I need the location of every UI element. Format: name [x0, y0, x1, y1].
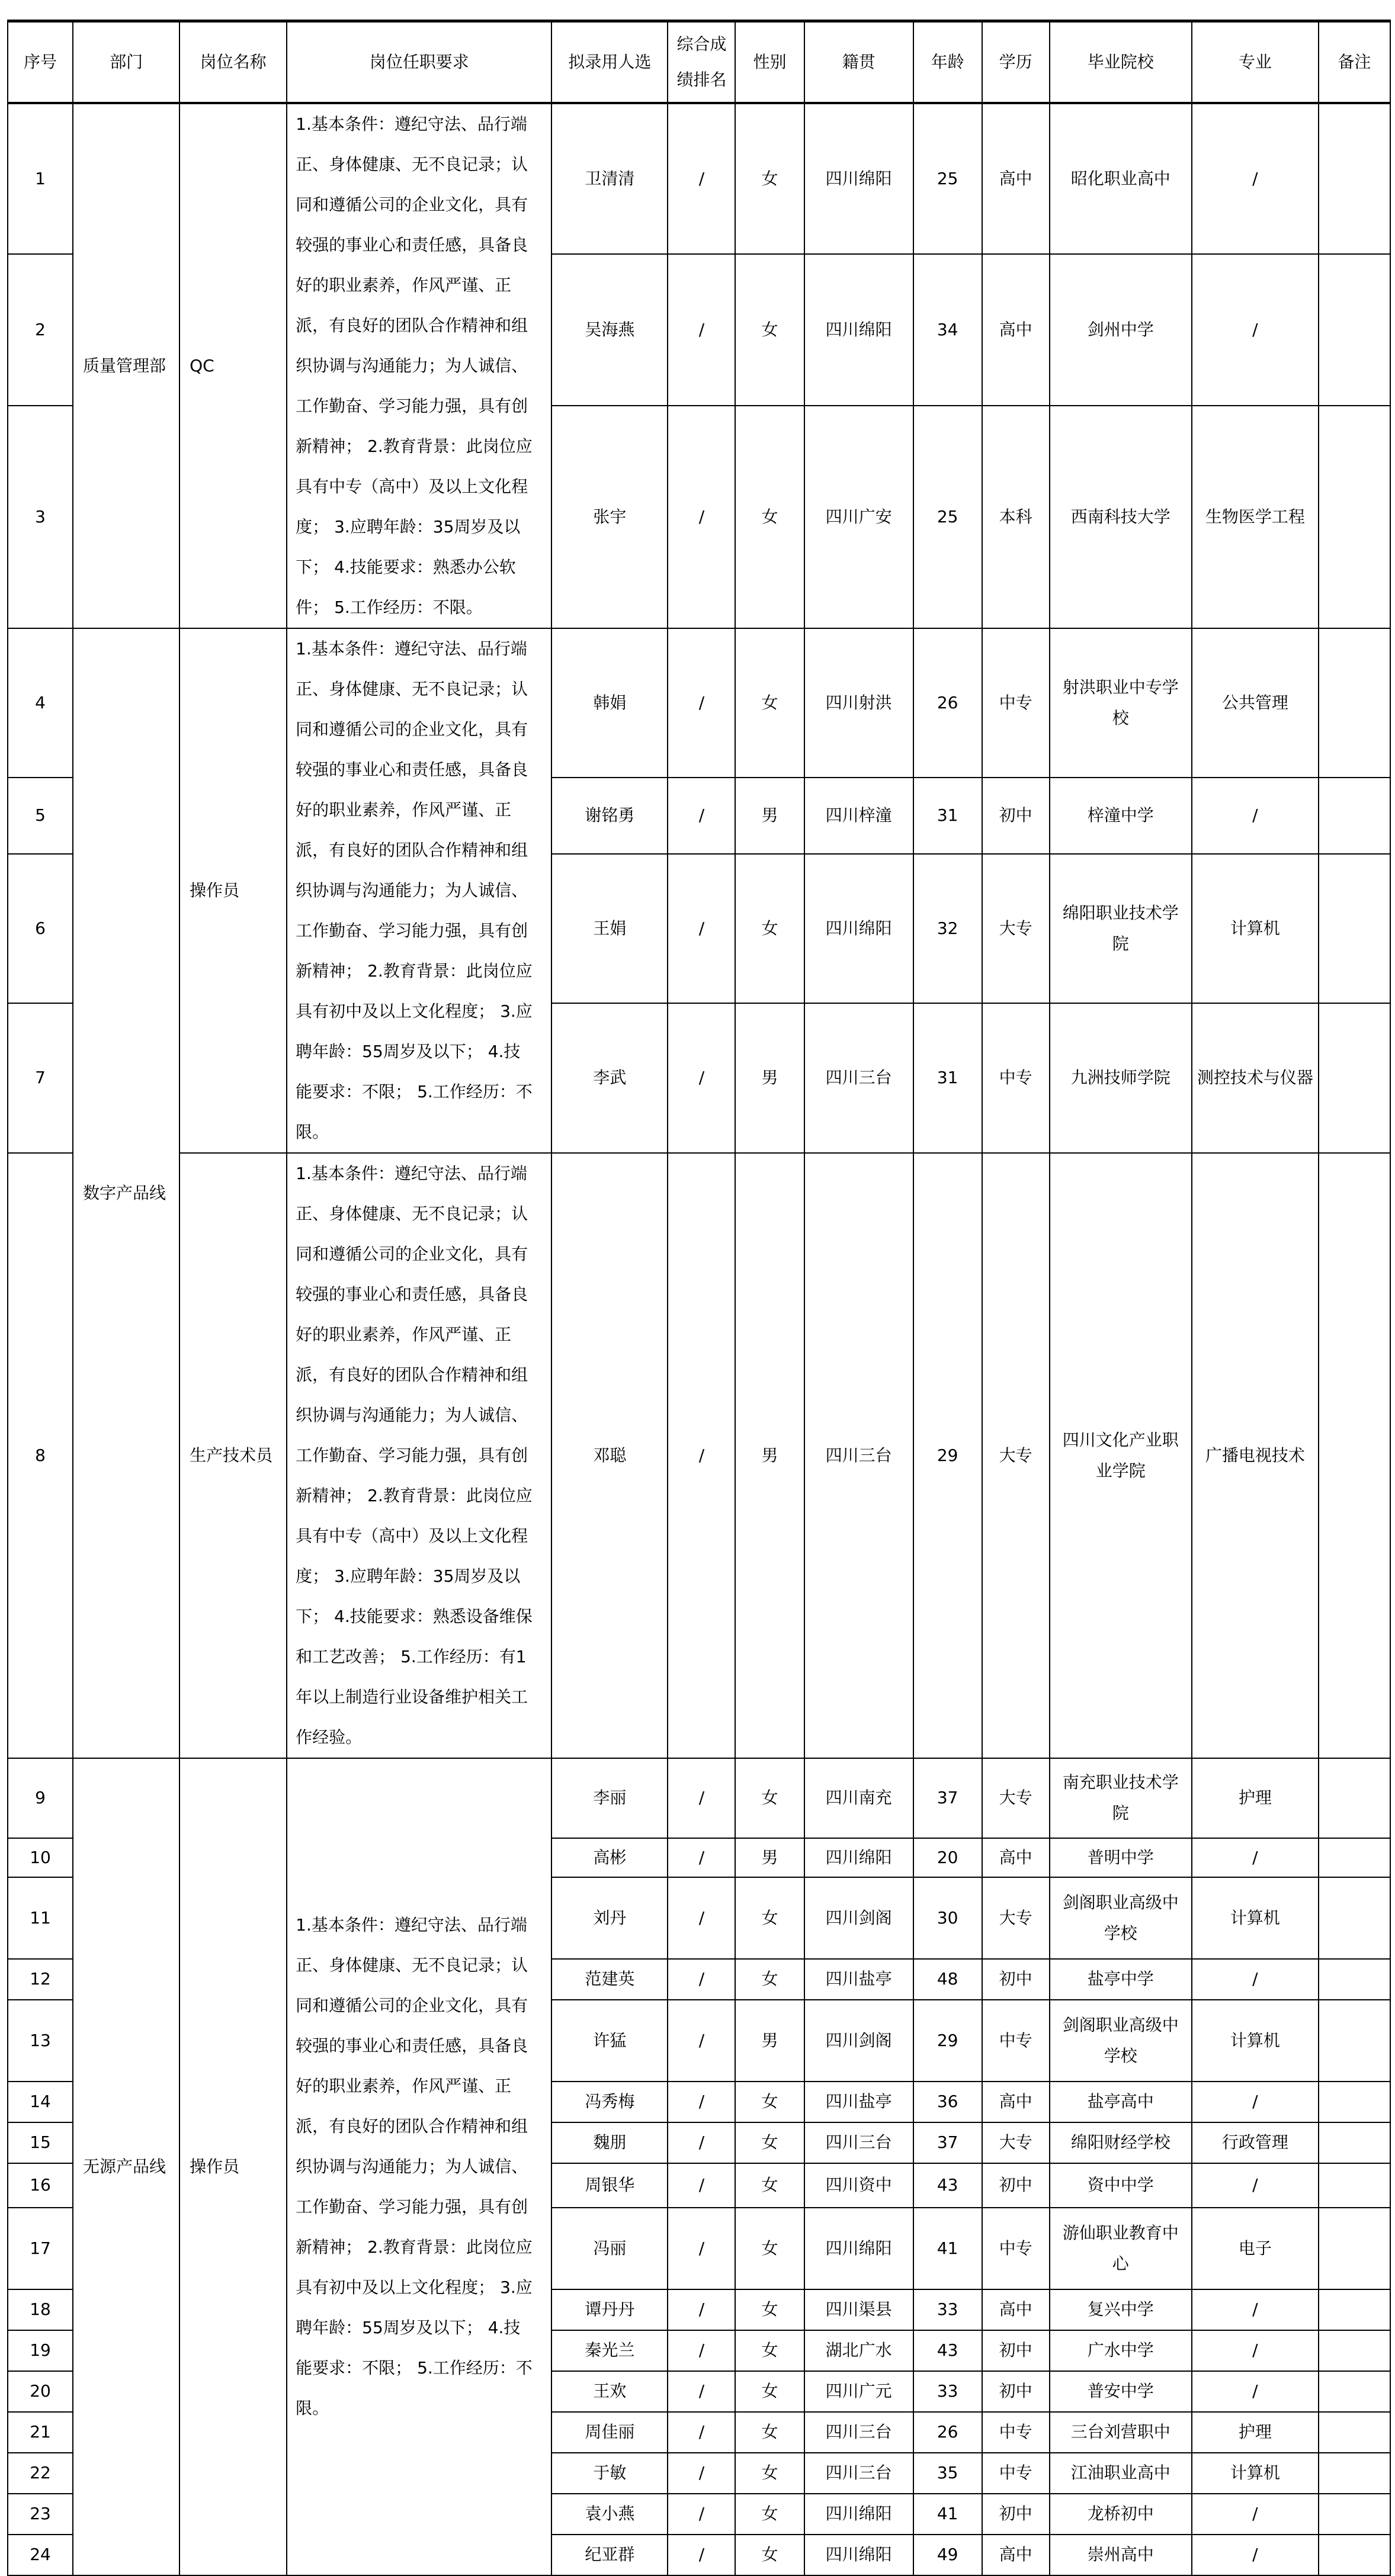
- cell-school: 游仙职业教育中心: [1050, 2208, 1192, 2289]
- cell-name: 王欢: [551, 2371, 668, 2412]
- cell-origin: 四川广元: [804, 2371, 913, 2412]
- cell-origin: 四川三台: [804, 2412, 913, 2453]
- cell-origin: 四川绵阳: [804, 103, 913, 255]
- cell-name: 周银华: [551, 2163, 668, 2208]
- cell-gender: 女: [735, 406, 804, 628]
- cell-major: /: [1192, 1838, 1319, 1877]
- cell-no: 6: [8, 854, 73, 1003]
- cell-school: 龙桥初中: [1050, 2494, 1192, 2535]
- cell-note: [1319, 1959, 1390, 2000]
- cell-name: 范建英: [551, 1959, 668, 2000]
- cell-name: 魏朋: [551, 2122, 668, 2163]
- cell-school: 南充职业技术学院: [1050, 1758, 1192, 1838]
- cell-rank: /: [668, 2535, 735, 2575]
- cell-age: 49: [913, 2535, 982, 2575]
- cell-rank: /: [668, 778, 735, 854]
- header-no: 序号: [8, 21, 73, 103]
- cell-age: 31: [913, 1003, 982, 1152]
- cell-major: /: [1192, 778, 1319, 854]
- header-origin: 籍贯: [804, 21, 913, 103]
- cell-rank: /: [668, 1003, 735, 1152]
- header-rank: 综合成绩排名: [668, 21, 735, 103]
- cell-origin: 四川剑阁: [804, 2000, 913, 2082]
- cell-origin: 四川三台: [804, 1153, 913, 1758]
- cell-major: 公共管理: [1192, 628, 1319, 778]
- cell-age: 35: [913, 2453, 982, 2494]
- cell-no: 11: [8, 1877, 73, 1959]
- cell-rank: /: [668, 2330, 735, 2371]
- cell-school: 剑阁职业高级中学校: [1050, 2000, 1192, 2082]
- cell-origin: 四川资中: [804, 2163, 913, 2208]
- cell-no: 14: [8, 2082, 73, 2122]
- cell-gender: 女: [735, 1959, 804, 2000]
- cell-age: 26: [913, 628, 982, 778]
- cell-origin: 四川绵阳: [804, 854, 913, 1003]
- cell-edu: 中专: [982, 628, 1050, 778]
- header-note: 备注: [1319, 21, 1390, 103]
- cell-major: /: [1192, 254, 1319, 406]
- cell-major: 电子: [1192, 2208, 1319, 2289]
- cell-edu: 中专: [982, 2453, 1050, 2494]
- cell-no: 5: [8, 778, 73, 854]
- table-row: [8, 1153, 1390, 1758]
- cell-origin: 四川绵阳: [804, 2494, 913, 2535]
- cell-gender: 男: [735, 1838, 804, 1877]
- cell-name: 邓聪: [551, 1153, 668, 1758]
- cell-note: [1319, 1877, 1390, 1959]
- cell-no: 19: [8, 2330, 73, 2371]
- cell-note: [1319, 778, 1390, 854]
- cell-origin: 四川绵阳: [804, 2208, 913, 2289]
- cell-gender: 男: [735, 778, 804, 854]
- cell-school: 九洲技师学院: [1050, 1003, 1192, 1152]
- cell-name: 袁小燕: [551, 2494, 668, 2535]
- cell-origin: 四川三台: [804, 2453, 913, 2494]
- cell-no: 20: [8, 2371, 73, 2412]
- cell-name: 刘丹: [551, 1877, 668, 1959]
- cell-no: 23: [8, 2494, 73, 2535]
- cell-school: 普安中学: [1050, 2371, 1192, 2412]
- header-candidate: 拟录用人选: [551, 21, 668, 103]
- cell-major: 护理: [1192, 2412, 1319, 2453]
- cell-note: [1319, 1838, 1390, 1877]
- cell-note: [1319, 2122, 1390, 2163]
- cell-school: 射洪职业中专学校: [1050, 628, 1192, 778]
- cell-school: 剑州中学: [1050, 254, 1192, 406]
- cell-edu: 初中: [982, 1959, 1050, 2000]
- cell-origin: 四川绵阳: [804, 2535, 913, 2575]
- cell-age: 33: [913, 2371, 982, 2412]
- cell-age: 41: [913, 2494, 982, 2535]
- cell-age: 41: [913, 2208, 982, 2289]
- cell-rank: /: [668, 2494, 735, 2535]
- table-row: [8, 1758, 1390, 1838]
- cell-no: 22: [8, 2453, 73, 2494]
- cell-major: 生物医学工程: [1192, 406, 1319, 628]
- cell-gender: 女: [735, 2494, 804, 2535]
- cell-rank: /: [668, 2371, 735, 2412]
- cell-edu: 初中: [982, 778, 1050, 854]
- cell-note: [1319, 1153, 1390, 1758]
- cell-school: 资中中学: [1050, 2163, 1192, 2208]
- cell-name: 李武: [551, 1003, 668, 1152]
- cell-gender: 女: [735, 2289, 804, 2330]
- cell-gender: 女: [735, 854, 804, 1003]
- cell-rank: /: [668, 854, 735, 1003]
- cell-origin: 四川广安: [804, 406, 913, 628]
- cell-school: 三台刘营职中: [1050, 2412, 1192, 2453]
- cell-edu: 大专: [982, 1877, 1050, 1959]
- cell-origin: 四川三台: [804, 2122, 913, 2163]
- cell-edu: 高中: [982, 2535, 1050, 2575]
- cell-no: 1: [8, 103, 73, 255]
- cell-major: 广播电视技术: [1192, 1153, 1319, 1758]
- cell-gender: 男: [735, 1153, 804, 1758]
- cell-major: /: [1192, 1959, 1319, 2000]
- cell-rank: /: [668, 1959, 735, 2000]
- cell-note: [1319, 854, 1390, 1003]
- cell-age: 30: [913, 1877, 982, 1959]
- cell-department: 数字产品线: [73, 628, 179, 1758]
- cell-major: /: [1192, 2535, 1319, 2575]
- cell-note: [1319, 2371, 1390, 2412]
- cell-age: 37: [913, 1758, 982, 1838]
- cell-age: 29: [913, 2000, 982, 2082]
- cell-gender: 女: [735, 1877, 804, 1959]
- table-body: [8, 103, 1390, 2575]
- cell-edu: 大专: [982, 854, 1050, 1003]
- cell-origin: 四川南充: [804, 1758, 913, 1838]
- cell-rank: /: [668, 1153, 735, 1758]
- cell-rank: /: [668, 628, 735, 778]
- cell-gender: 女: [735, 2208, 804, 2289]
- cell-gender: 女: [735, 254, 804, 406]
- cell-no: 21: [8, 2412, 73, 2453]
- cell-major: 计算机: [1192, 2000, 1319, 2082]
- table-row: [8, 628, 1390, 778]
- cell-no: 24: [8, 2535, 73, 2575]
- cell-origin: 四川射洪: [804, 628, 913, 778]
- cell-note: [1319, 2494, 1390, 2535]
- cell-note: [1319, 254, 1390, 406]
- cell-name: 高彬: [551, 1838, 668, 1877]
- cell-school: 四川文化产业职业学院: [1050, 1153, 1192, 1758]
- cell-school: 广水中学: [1050, 2330, 1192, 2371]
- cell-rank: /: [668, 254, 735, 406]
- header-major: 专业: [1192, 21, 1319, 103]
- cell-gender: 女: [735, 2330, 804, 2371]
- cell-school: 绵阳职业技术学院: [1050, 854, 1192, 1003]
- cell-school: 绵阳财经学校: [1050, 2122, 1192, 2163]
- cell-note: [1319, 2453, 1390, 2494]
- cell-origin: 四川盐亭: [804, 1959, 913, 2000]
- cell-edu: 高中: [982, 254, 1050, 406]
- cell-major: /: [1192, 103, 1319, 255]
- cell-age: 48: [913, 1959, 982, 2000]
- cell-name: 许猛: [551, 2000, 668, 2082]
- cell-rank: /: [668, 406, 735, 628]
- table-row: [8, 103, 1390, 255]
- cell-requirements: 1.基本条件：遵纪守法、品行端正、身体健康、无不良记录；认同和遵循公司的企业文化，具有较强的事业心和责任感，具备良好的职业素养，作风严谨、正派，有良好的团队合作精神和组织协调与沟通能力；为人诚信、工作勤奋、学习能力强，具有创新精神； 2.教育背景：此岗位应具有初中及以上文化程度； 3.应聘年龄：55周岁及以下； 4.技能要求：不限； 5.工作经历：不限。: [287, 1758, 551, 2575]
- cell-age: 29: [913, 1153, 982, 1758]
- cell-school: 昭化职业高中: [1050, 103, 1192, 255]
- cell-edu: 高中: [982, 103, 1050, 255]
- cell-gender: 女: [735, 2453, 804, 2494]
- cell-gender: 女: [735, 2412, 804, 2453]
- cell-rank: /: [668, 1877, 735, 1959]
- cell-school: 崇州高中: [1050, 2535, 1192, 2575]
- cell-note: [1319, 628, 1390, 778]
- cell-edu: 大专: [982, 1758, 1050, 1838]
- cell-name: 李丽: [551, 1758, 668, 1838]
- cell-position: 生产技术员: [179, 1153, 287, 1758]
- cell-age: 26: [913, 2412, 982, 2453]
- cell-major: /: [1192, 2289, 1319, 2330]
- cell-note: [1319, 1003, 1390, 1152]
- cell-gender: 女: [735, 2122, 804, 2163]
- cell-position: 操作员: [179, 1758, 287, 2575]
- cell-gender: 女: [735, 2371, 804, 2412]
- cell-department: 无源产品线: [73, 1758, 179, 2575]
- cell-no: 18: [8, 2289, 73, 2330]
- cell-edu: 初中: [982, 2494, 1050, 2535]
- cell-name: 张宇: [551, 406, 668, 628]
- cell-age: 31: [913, 778, 982, 854]
- cell-gender: 女: [735, 103, 804, 255]
- cell-note: [1319, 2412, 1390, 2453]
- cell-edu: 大专: [982, 2122, 1050, 2163]
- cell-rank: /: [668, 103, 735, 255]
- header-department: 部门: [73, 21, 179, 103]
- cell-name: 卫清清: [551, 103, 668, 255]
- cell-origin: 湖北广水: [804, 2330, 913, 2371]
- cell-edu: 本科: [982, 406, 1050, 628]
- cell-note: [1319, 103, 1390, 255]
- cell-school: 盐亭高中: [1050, 2082, 1192, 2122]
- cell-major: 护理: [1192, 1758, 1319, 1838]
- header-age: 年龄: [913, 21, 982, 103]
- cell-rank: /: [668, 2208, 735, 2289]
- cell-gender: 女: [735, 2163, 804, 2208]
- cell-edu: 初中: [982, 2371, 1050, 2412]
- cell-edu: 高中: [982, 2082, 1050, 2122]
- cell-no: 4: [8, 628, 73, 778]
- cell-origin: 四川三台: [804, 1003, 913, 1152]
- cell-name: 秦光兰: [551, 2330, 668, 2371]
- cell-major: /: [1192, 2082, 1319, 2122]
- recruitment-table: [7, 20, 1391, 2576]
- cell-age: 43: [913, 2163, 982, 2208]
- cell-major: /: [1192, 2163, 1319, 2208]
- cell-position: QC: [179, 103, 287, 628]
- cell-major: /: [1192, 2371, 1319, 2412]
- cell-origin: 四川梓潼: [804, 778, 913, 854]
- cell-major: /: [1192, 2330, 1319, 2371]
- cell-gender: 女: [735, 1758, 804, 1838]
- header-school: 毕业院校: [1050, 21, 1192, 103]
- cell-gender: 男: [735, 1003, 804, 1152]
- cell-no: 2: [8, 254, 73, 406]
- cell-note: [1319, 1758, 1390, 1838]
- cell-age: 34: [913, 254, 982, 406]
- cell-edu: 中专: [982, 2412, 1050, 2453]
- cell-name: 冯秀梅: [551, 2082, 668, 2122]
- cell-rank: /: [668, 1758, 735, 1838]
- cell-no: 8: [8, 1153, 73, 1758]
- header-gender: 性别: [735, 21, 804, 103]
- cell-note: [1319, 406, 1390, 628]
- cell-major: 计算机: [1192, 1877, 1319, 1959]
- cell-no: 10: [8, 1838, 73, 1877]
- cell-rank: /: [668, 2289, 735, 2330]
- cell-no: 15: [8, 2122, 73, 2163]
- cell-age: 37: [913, 2122, 982, 2163]
- cell-gender: 女: [735, 628, 804, 778]
- cell-name: 吴海燕: [551, 254, 668, 406]
- cell-note: [1319, 2163, 1390, 2208]
- cell-no: 7: [8, 1003, 73, 1152]
- cell-gender: 男: [735, 2000, 804, 2082]
- cell-name: 谭丹丹: [551, 2289, 668, 2330]
- cell-note: [1319, 2082, 1390, 2122]
- cell-rank: /: [668, 2453, 735, 2494]
- cell-edu: 初中: [982, 2330, 1050, 2371]
- header-education: 学历: [982, 21, 1050, 103]
- cell-rank: /: [668, 2412, 735, 2453]
- cell-name: 周佳丽: [551, 2412, 668, 2453]
- cell-note: [1319, 2289, 1390, 2330]
- cell-rank: /: [668, 2082, 735, 2122]
- cell-origin: 四川盐亭: [804, 2082, 913, 2122]
- cell-rank: /: [668, 2122, 735, 2163]
- cell-gender: 女: [735, 2535, 804, 2575]
- cell-name: 于敏: [551, 2453, 668, 2494]
- cell-requirements: 1.基本条件：遵纪守法、品行端正、身体健康、无不良记录；认同和遵循公司的企业文化，具有较强的事业心和责任感，具备良好的职业素养，作风严谨、正派，有良好的团队合作精神和组织协调与沟通能力；为人诚信、工作勤奋、学习能力强，具有创新精神； 2.教育背景：此岗位应具有中专（高中）及以上文化程度； 3.应聘年龄：35周岁及以下； 4.技能要求：熟悉设备维保和工艺改善； 5.工作经历：有1年以上制造行业设备维护相关工作经验。: [287, 1153, 551, 1758]
- cell-age: 20: [913, 1838, 982, 1877]
- cell-school: 梓潼中学: [1050, 778, 1192, 854]
- cell-origin: 四川剑阁: [804, 1877, 913, 1959]
- header-row: [8, 21, 1390, 103]
- cell-age: 25: [913, 103, 982, 255]
- cell-edu: 中专: [982, 2000, 1050, 2082]
- cell-gender: 女: [735, 2082, 804, 2122]
- cell-age: 32: [913, 854, 982, 1003]
- cell-note: [1319, 2330, 1390, 2371]
- cell-name: 韩娟: [551, 628, 668, 778]
- cell-major: /: [1192, 2494, 1319, 2535]
- cell-age: 43: [913, 2330, 982, 2371]
- cell-edu: 中专: [982, 1003, 1050, 1152]
- cell-school: 盐亭中学: [1050, 1959, 1192, 2000]
- cell-school: 剑阁职业高级中学校: [1050, 1877, 1192, 1959]
- cell-name: 谢铭勇: [551, 778, 668, 854]
- cell-edu: 高中: [982, 2289, 1050, 2330]
- cell-major: 测控技术与仪器: [1192, 1003, 1319, 1152]
- cell-origin: 四川绵阳: [804, 254, 913, 406]
- cell-major: 行政管理: [1192, 2122, 1319, 2163]
- cell-major: 计算机: [1192, 2453, 1319, 2494]
- cell-edu: 大专: [982, 1153, 1050, 1758]
- cell-major: 计算机: [1192, 854, 1319, 1003]
- cell-rank: /: [668, 2163, 735, 2208]
- cell-name: 冯丽: [551, 2208, 668, 2289]
- cell-age: 25: [913, 406, 982, 628]
- cell-rank: /: [668, 1838, 735, 1877]
- cell-note: [1319, 2535, 1390, 2575]
- cell-rank: /: [668, 2000, 735, 2082]
- cell-school: 江油职业高中: [1050, 2453, 1192, 2494]
- cell-note: [1319, 2208, 1390, 2289]
- cell-name: 王娟: [551, 854, 668, 1003]
- cell-school: 普明中学: [1050, 1838, 1192, 1877]
- cell-edu: 中专: [982, 2208, 1050, 2289]
- cell-origin: 四川绵阳: [804, 1838, 913, 1877]
- cell-edu: 高中: [982, 1838, 1050, 1877]
- cell-no: 9: [8, 1758, 73, 1838]
- cell-position: 操作员: [179, 628, 287, 1153]
- cell-note: [1319, 2000, 1390, 2082]
- cell-no: 16: [8, 2163, 73, 2208]
- cell-age: 36: [913, 2082, 982, 2122]
- cell-no: 12: [8, 1959, 73, 2000]
- cell-age: 33: [913, 2289, 982, 2330]
- cell-edu: 初中: [982, 2163, 1050, 2208]
- cell-origin: 四川渠县: [804, 2289, 913, 2330]
- cell-no: 13: [8, 2000, 73, 2082]
- cell-school: 西南科技大学: [1050, 406, 1192, 628]
- cell-department: 质量管理部: [73, 103, 179, 628]
- cell-requirements: 1.基本条件：遵纪守法、品行端正、身体健康、无不良记录；认同和遵循公司的企业文化，具有较强的事业心和责任感，具备良好的职业素养，作风严谨、正派，有良好的团队合作精神和组织协调与沟通能力；为人诚信、工作勤奋、学习能力强，具有创新精神； 2.教育背景：此岗位应具有中专（高中）及以上文化程度； 3.应聘年龄：35周岁及以下； 4.技能要求：熟悉办公软件； 5.工作经历：不限。: [287, 103, 551, 628]
- header-position: 岗位名称: [179, 21, 287, 103]
- header-requirements: 岗位任职要求: [287, 21, 551, 103]
- cell-requirements: 1.基本条件：遵纪守法、品行端正、身体健康、无不良记录；认同和遵循公司的企业文化，具有较强的事业心和责任感，具备良好的职业素养，作风严谨、正派，有良好的团队合作精神和组织协调与沟通能力；为人诚信、工作勤奋、学习能力强，具有创新精神； 2.教育背景：此岗位应具有初中及以上文化程度； 3.应聘年龄：55周岁及以下； 4.技能要求：不限； 5.工作经历：不限。: [287, 628, 551, 1153]
- cell-school: 复兴中学: [1050, 2289, 1192, 2330]
- cell-no: 17: [8, 2208, 73, 2289]
- cell-name: 纪亚群: [551, 2535, 668, 2575]
- cell-no: 3: [8, 406, 73, 628]
